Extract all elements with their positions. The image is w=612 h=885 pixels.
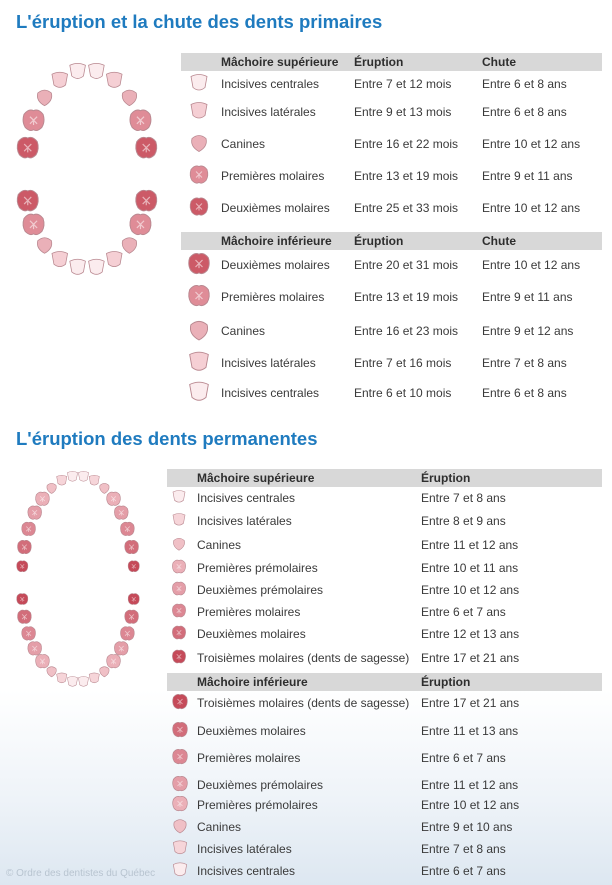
tooth-row — [167, 557, 602, 579]
eruption-age: Entre 20 et 31 mois — [354, 258, 459, 272]
canine-icon — [170, 816, 190, 839]
tooth-first-premolar — [36, 492, 50, 505]
tooth-name: Premières prémolaires — [197, 561, 318, 575]
permanent-upper-jaw-diagram — [10, 468, 160, 580]
tooth-first-molar — [121, 522, 135, 535]
tooth-lateral-incisor — [106, 251, 122, 266]
eruption-age: Entre 9 et 10 ans — [421, 820, 513, 834]
second-molar-icon — [170, 720, 190, 743]
tooth-name: Canines — [221, 137, 266, 151]
eruption-age: Entre 9 et 13 mois — [354, 105, 452, 119]
permanent-upper-table — [167, 469, 602, 669]
wisdom-tooth-icon — [170, 692, 190, 715]
eruption-age: Entre 10 et 12 ans — [421, 583, 520, 597]
first-molar-icon — [170, 602, 188, 623]
tooth-second-molar — [125, 540, 139, 553]
loss-age: Entre 9 et 11 ans — [482, 169, 573, 183]
column-header: Mâchoire inférieure — [221, 234, 332, 248]
eruption-age: Entre 16 et 22 mois — [354, 137, 459, 151]
primary-teeth-title: L'éruption et la chute des dents primaires — [16, 11, 383, 32]
primary-upper-jaw-diagram — [14, 58, 164, 170]
tooth-first-molar — [121, 627, 135, 640]
tooth-row — [181, 348, 602, 378]
permanent-lower-table — [167, 673, 602, 881]
tooth-canine — [37, 90, 51, 106]
second-molar-icon — [187, 195, 211, 222]
tooth-second-molar — [136, 137, 157, 158]
primary-lower-table — [181, 232, 602, 410]
eruption-age: Entre 6 et 7 ans — [421, 605, 506, 619]
column-header: Éruption — [421, 471, 471, 485]
tooth-second-molar — [17, 137, 38, 158]
tooth-name: Deuxièmes molaires — [197, 724, 306, 738]
tooth-incisor — [89, 259, 105, 274]
tooth-first-premolar — [36, 654, 50, 667]
column-header: Mâchoire supérieure — [221, 55, 339, 69]
table-header — [181, 53, 602, 71]
eruption-age: Entre 13 et 19 mois — [354, 169, 459, 183]
tooth-first-molar — [22, 627, 36, 640]
tooth-incisor — [67, 471, 77, 481]
tooth-name: Deuxièmes molaires — [221, 201, 330, 215]
tooth-canine — [122, 238, 136, 254]
tooth-name: Canines — [197, 538, 242, 552]
tooth-wisdom-tooth — [17, 561, 28, 572]
tooth-name: Troisièmes molaires (dents de sagesse) — [197, 696, 410, 710]
eruption-age: Entre 11 et 13 ans — [421, 724, 519, 738]
tooth-row — [167, 487, 602, 509]
table-header — [167, 469, 602, 487]
second-premolar-icon — [170, 580, 188, 601]
tooth-name: Incisives latérales — [197, 514, 292, 528]
eruption-age: Entre 25 et 33 mois — [354, 201, 459, 215]
lateral-incisor-icon — [187, 99, 211, 126]
tooth-name: Deuxièmes molaires — [197, 627, 306, 641]
tooth-name: Deuxièmes molaires — [221, 258, 330, 272]
tooth-first-molar — [130, 110, 151, 131]
primary-lower-jaw-diagram — [14, 180, 164, 280]
canine-icon — [187, 131, 211, 158]
eruption-age: Entre 7 et 8 ans — [421, 491, 506, 505]
tooth-wisdom-tooth — [128, 594, 139, 605]
tooth-canine — [100, 667, 109, 677]
tooth-row — [167, 579, 602, 601]
column-header: Mâchoire inférieure — [197, 675, 308, 689]
lateral-incisor-icon — [170, 511, 188, 532]
tooth-name: Incisives centrales — [197, 491, 296, 505]
eruption-age: Entre 8 et 9 ans — [421, 514, 506, 528]
tooth-lateral-incisor — [89, 673, 99, 683]
eruption-age: Entre 10 et 11 ans — [421, 561, 519, 575]
tooth-row — [181, 282, 602, 312]
tooth-row — [181, 316, 602, 346]
loss-age: Entre 6 et 8 ans — [482, 77, 567, 91]
lateral-incisor-icon — [170, 838, 190, 861]
tooth-wisdom-tooth — [128, 561, 139, 572]
tooth-second-molar — [125, 610, 139, 623]
loss-age: Entre 6 et 8 ans — [482, 386, 567, 400]
permanent-teeth-title: L'éruption des dents permanentes — [16, 428, 318, 449]
permanent-lower-jaw-diagram — [10, 584, 160, 688]
tooth-second-molar — [18, 540, 32, 553]
eruption-age: Entre 11 et 12 ans — [421, 538, 519, 552]
loss-age: Entre 10 et 12 ans — [482, 258, 581, 272]
loss-age: Entre 7 et 8 ans — [482, 356, 567, 370]
tooth-row — [181, 195, 602, 221]
canine-icon — [170, 535, 188, 556]
loss-age: Entre 6 et 8 ans — [482, 105, 567, 119]
column-header: Mâchoire supérieure — [197, 471, 315, 485]
eruption-age: Entre 13 et 19 mois — [354, 290, 459, 304]
incisor-icon — [170, 860, 190, 883]
eruption-age: Entre 17 et 21 ans — [421, 651, 520, 665]
tooth-wisdom-tooth — [17, 594, 28, 605]
tooth-row — [167, 815, 602, 839]
incisor-icon — [170, 488, 188, 509]
tooth-name: Premières molaires — [197, 751, 301, 765]
tooth-row — [181, 71, 602, 97]
tooth-incisor — [67, 676, 77, 686]
table-header — [181, 232, 602, 250]
eruption-age: Entre 7 et 8 ans — [421, 842, 506, 856]
tooth-name: Incisives latérales — [197, 842, 292, 856]
eruption-age: Entre 7 et 12 mois — [354, 77, 452, 91]
eruption-age: Entre 6 et 10 mois — [354, 386, 452, 400]
tooth-first-premolar — [107, 654, 121, 667]
tooth-row — [167, 746, 602, 770]
tooth-name: Incisives latérales — [221, 105, 316, 119]
incisor-icon — [187, 71, 211, 98]
wisdom-tooth-icon — [170, 648, 188, 669]
tooth-row — [181, 378, 602, 408]
first-premolar-icon — [170, 558, 188, 579]
column-header: Éruption — [354, 55, 404, 69]
tooth-name: Incisives centrales — [221, 386, 320, 400]
column-header: Éruption — [354, 234, 404, 248]
copyright-footer: © Ordre des dentistes du Québec — [6, 868, 156, 879]
tooth-canine — [100, 483, 109, 493]
tooth-name: Deuxièmes prémolaires — [197, 778, 324, 792]
tooth-incisor — [89, 63, 105, 78]
incisor-icon — [185, 378, 213, 409]
tooth-row — [167, 647, 602, 669]
tooth-lateral-incisor — [106, 72, 122, 87]
column-header: Chute — [482, 55, 516, 69]
tooth-row — [167, 601, 602, 623]
column-header: Chute — [482, 234, 516, 248]
tooth-lateral-incisor — [57, 673, 67, 683]
tooth-name: Incisives latérales — [221, 356, 316, 370]
tooth-name: Canines — [221, 324, 266, 338]
tooth-name: Deuxièmes prémolaires — [197, 583, 324, 597]
tooth-incisor — [78, 676, 88, 686]
tooth-name: Incisives centrales — [197, 864, 296, 878]
tooth-row — [167, 719, 602, 743]
tooth-name: Premières prémolaires — [197, 798, 318, 812]
tooth-incisor — [70, 63, 86, 78]
eruption-age: Entre 7 et 16 mois — [354, 356, 452, 370]
tooth-second-premolar — [28, 642, 42, 655]
eruption-age: Entre 17 et 21 ans — [421, 696, 520, 710]
tooth-canine — [47, 483, 56, 493]
loss-age: Entre 10 et 12 ans — [482, 201, 581, 215]
tooth-name: Premières molaires — [221, 290, 325, 304]
tooth-name: Troisièmes molaires (dents de sagesse) — [197, 651, 410, 665]
tooth-row — [181, 131, 602, 157]
eruption-age: Entre 6 et 7 ans — [421, 751, 506, 765]
eruption-age: Entre 6 et 7 ans — [421, 864, 506, 878]
tooth-first-premolar — [107, 492, 121, 505]
tooth-row — [181, 99, 602, 125]
loss-age: Entre 9 et 12 ans — [482, 324, 574, 338]
tooth-canine — [37, 238, 51, 254]
loss-age: Entre 9 et 11 ans — [482, 290, 573, 304]
tooth-second-premolar — [114, 642, 128, 655]
tooth-first-molar — [130, 214, 151, 235]
eruption-age: Entre 12 et 13 ans — [421, 627, 520, 641]
tooth-lateral-incisor — [57, 475, 67, 485]
tooth-second-molar — [136, 190, 157, 211]
first-molar-icon — [170, 747, 190, 770]
tooth-row — [167, 691, 602, 715]
tooth-canine — [47, 667, 56, 677]
tooth-first-molar — [23, 110, 44, 131]
lateral-incisor-icon — [185, 348, 213, 379]
tooth-name: Incisives centrales — [221, 77, 320, 91]
tooth-row — [167, 859, 602, 883]
eruption-age: Entre 16 et 23 mois — [354, 324, 459, 338]
tooth-second-premolar — [28, 506, 42, 519]
tooth-incisor — [78, 471, 88, 481]
tooth-name: Premières molaires — [197, 605, 301, 619]
primary-upper-table — [181, 53, 602, 225]
second-molar-icon — [185, 250, 213, 281]
first-premolar-icon — [170, 794, 190, 817]
tooth-first-molar — [23, 214, 44, 235]
table-header — [167, 673, 602, 691]
tooth-lateral-incisor — [52, 251, 68, 266]
canine-icon — [185, 316, 213, 347]
tooth-second-molar — [17, 190, 38, 211]
loss-age: Entre 10 et 12 ans — [482, 137, 581, 151]
tooth-canine — [122, 90, 136, 106]
tooth-row — [167, 837, 602, 861]
tooth-lateral-incisor — [52, 72, 68, 87]
tooth-row — [167, 510, 602, 532]
first-molar-icon — [187, 163, 211, 190]
tooth-first-molar — [22, 522, 36, 535]
tooth-row — [181, 163, 602, 189]
tooth-second-molar — [18, 610, 32, 623]
tooth-lateral-incisor — [89, 475, 99, 485]
tooth-second-premolar — [114, 506, 128, 519]
tooth-row — [167, 623, 602, 645]
tooth-row — [167, 534, 602, 556]
second-molar-icon — [170, 624, 188, 645]
tooth-row — [181, 250, 602, 280]
tooth-name: Canines — [197, 820, 242, 834]
tooth-name: Premières molaires — [221, 169, 325, 183]
column-header: Éruption — [421, 675, 471, 689]
first-molar-icon — [185, 282, 213, 313]
tooth-incisor — [70, 259, 86, 274]
tooth-row — [167, 793, 602, 817]
eruption-age: Entre 10 et 12 ans — [421, 798, 520, 812]
eruption-age: Entre 11 et 12 ans — [421, 778, 519, 792]
